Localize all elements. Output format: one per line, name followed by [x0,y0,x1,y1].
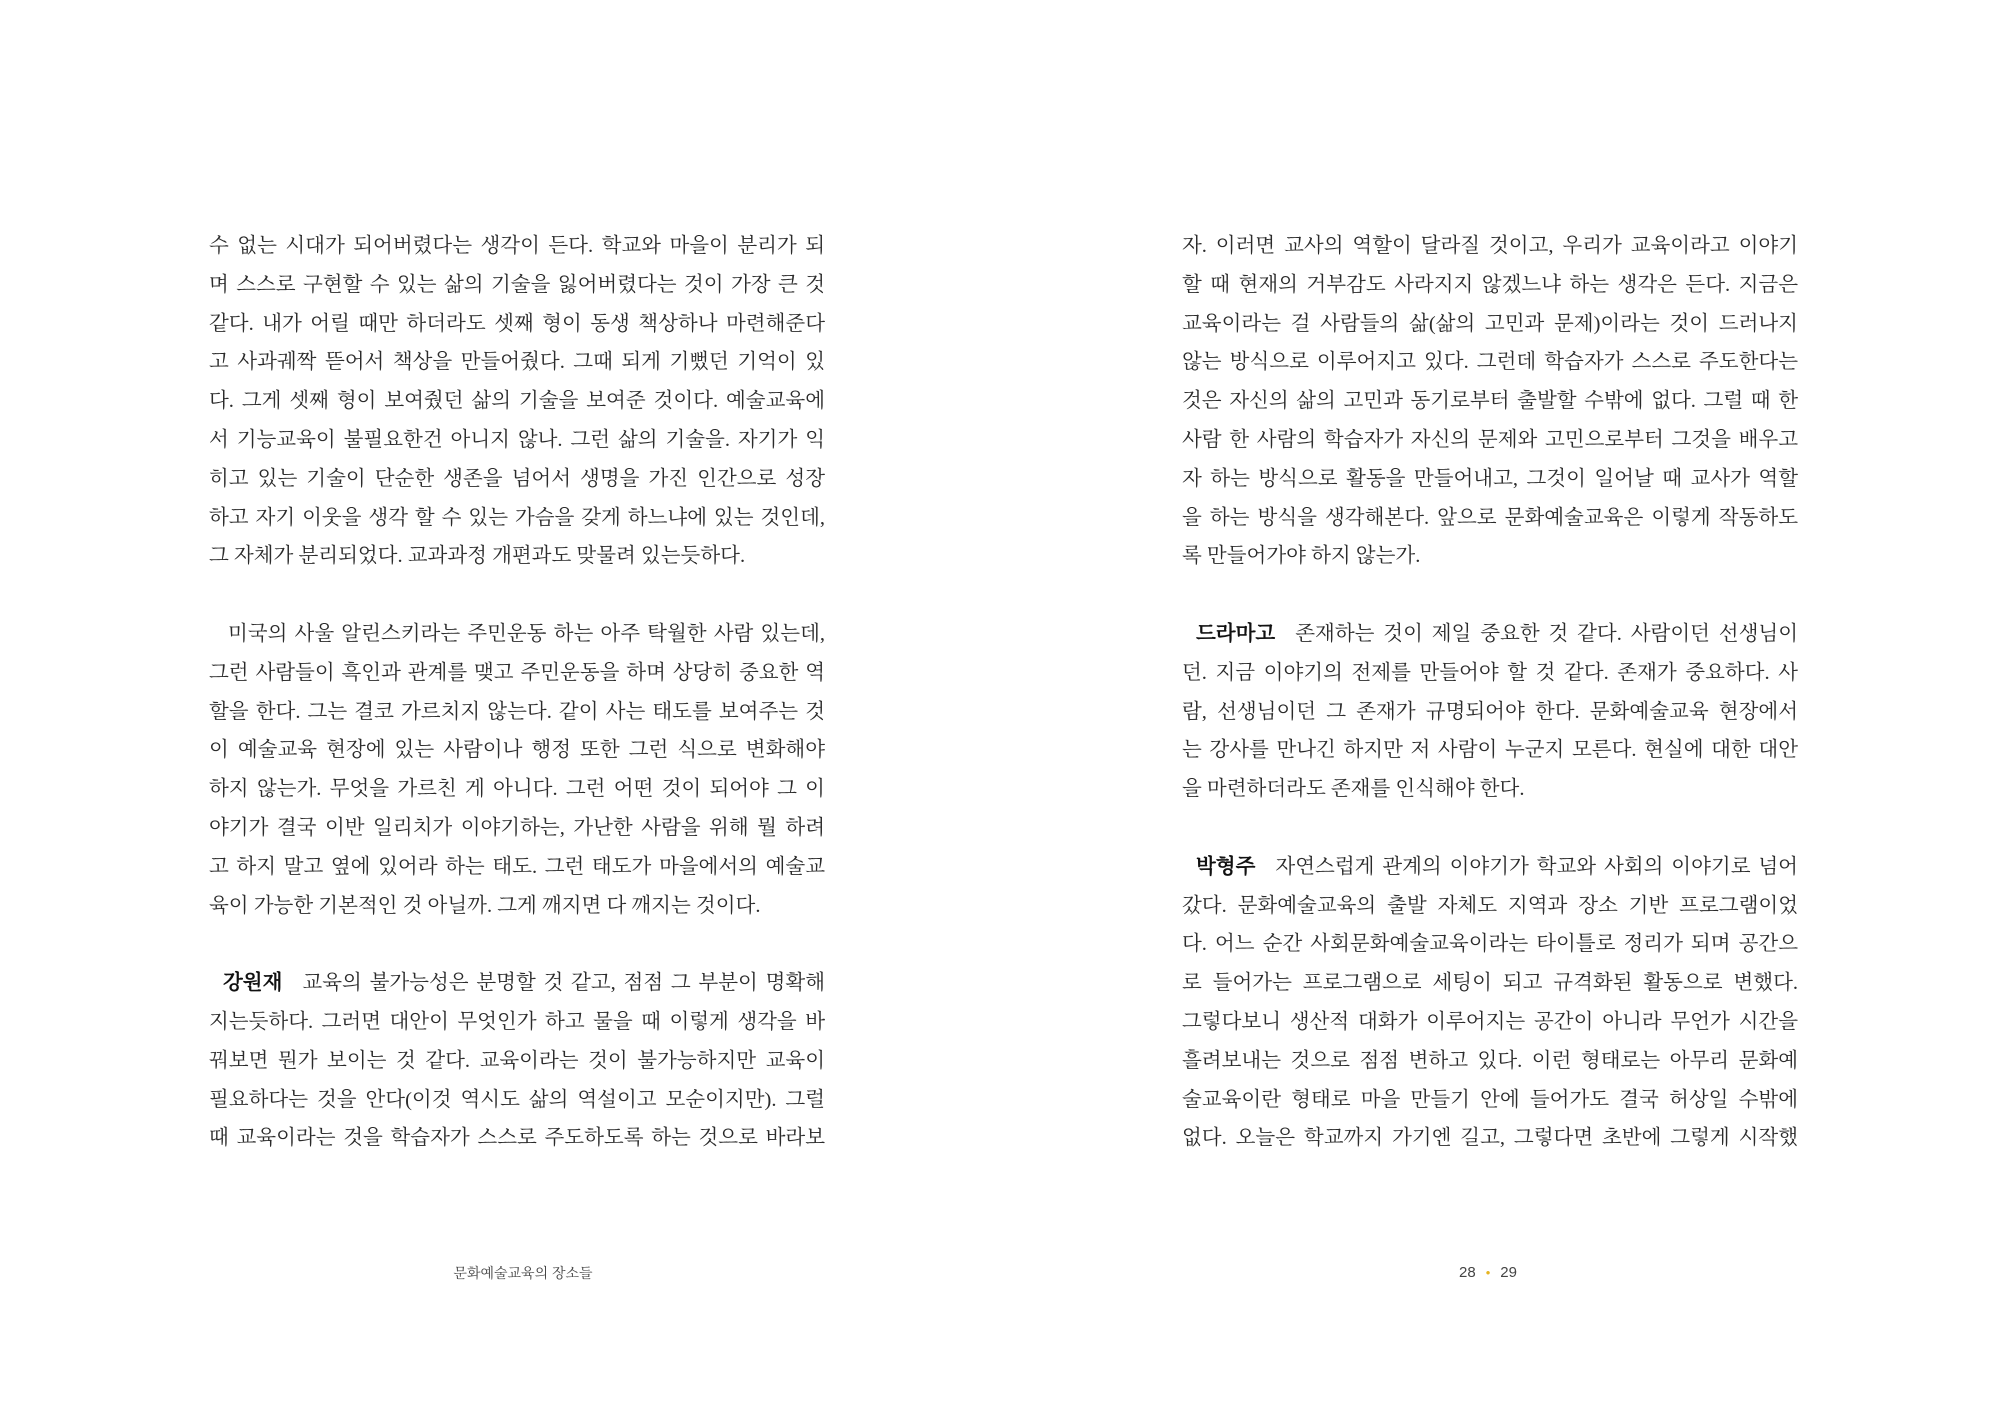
speaker-name: 강원재 [223,971,283,995]
text-line [209,266,825,305]
speaker-name: 드라마고 [1196,621,1276,645]
page-number-separator: • [1485,1265,1491,1280]
line-text: 할을 한다. 그는 결코 가르치지 않는다. 같이 사는 태도를 보여주는 것 [209,700,825,723]
text-line [209,770,825,809]
text-line [1182,848,1798,887]
line-text: 고 하지 말고 옆에 있어라 하는 태도. 그런 태도가 마을에서의 예술교 [209,855,825,878]
text-line [1182,693,1798,732]
line-text: 그 자체가 분리되었다. 교과과정 개편과도 맞물려 있는듯하다. [209,545,746,568]
line-text: 흘려보내는 것으로 점점 변하고 있다. 이런 형태로는 아무리 문화예 [1182,1049,1798,1072]
line-text: 할 때 현재의 거부감도 사라지지 않겠느냐 하는 생각은 든다. 지금은 [1182,273,1798,296]
line-text: 람, 선생님이던 그 존재가 규명되어야 한다. 문화예술교육 현장에서 [1182,700,1798,723]
text-line [1182,537,1798,576]
text-line [1182,964,1798,1003]
text-line [1182,1119,1798,1158]
line-text: 하지 않는가. 무엇을 가르친 게 아니다. 그런 어떤 것이 되어야 그 이 [209,778,825,801]
page-number-left: 28 [1459,1264,1476,1281]
text-line [1182,1003,1798,1042]
text-line [209,499,825,538]
text-line [1182,654,1798,693]
text-line [209,654,825,693]
line-text: 필요하다는 것을 안다(이것 역시도 삶의 역설이고 모순이지만). 그럴 [209,1088,825,1111]
line-text: 자 하는 방식으로 활동을 만들어내고, 그것이 일어날 때 교사가 역할 [1182,467,1798,490]
text-line [209,382,825,421]
text-line [1182,499,1798,538]
text-line [1182,770,1798,809]
line-text: 는 강사를 만나긴 하지만 저 사람이 누군지 모른다. 현실에 대한 대안 [1182,739,1798,762]
text-line [1182,925,1798,964]
line-text: 교육이라는 걸 사람들의 삶(삶의 고민과 문제)이라는 것이 드러나지 [1182,312,1798,335]
line-text: 다. 어느 순간 사회문화예술교육이라는 타이틀로 정리가 되며 공간으 [1182,933,1798,956]
left-body-column [209,227,825,1197]
paragraph [209,227,825,576]
line-text: 교육의 불가능성은 분명할 것 같고, 점점 그 부분이 명확해 [302,972,825,995]
line-text: 서 기능교육이 불필요한건 아니지 않나. 그런 삶의 기술을. 자기가 익 [209,428,825,451]
text-line [1182,887,1798,926]
line-text: 갔다. 문화예술교육의 출발 자체도 지역과 장소 기반 프로그램이었 [1182,894,1798,917]
line-text: 지는듯하다. 그러면 대안이 무엇인가 하고 물을 때 이렇게 생각을 바 [209,1010,825,1033]
line-text: 존재하는 것이 제일 중요한 것 같다. 사람이던 선생님이 [1295,622,1798,645]
line-text: 꿔보면 뭔가 보이는 것 같다. 교육이라는 것이 불가능하지만 교육이 [209,1049,825,1072]
text-line [1182,1042,1798,1081]
line-text: 히고 있는 기술이 단순한 생존을 넘어서 생명을 가진 인간으로 성장 [209,467,825,490]
line-text: 술교육이란 형태로 마을 만들기 안에 들어가도 결국 허상일 수밖에 [1182,1088,1798,1111]
right-body-column [1182,227,1798,1197]
text-line [209,460,825,499]
text-line [1182,421,1798,460]
line-text: 이 예술교육 현장에 있는 사람이나 행정 또한 그런 식으로 변화해야 [209,739,825,762]
text-line [209,537,825,576]
line-text: 것은 자신의 삶의 고민과 동기로부터 출발할 수밖에 없다. 그럴 때 한 [1182,390,1798,413]
line-text: 없다. 오늘은 학교까지 가기엔 길고, 그렇다면 초반에 그렇게 시작했 [1182,1127,1798,1150]
line-text: 그런 사람들이 흑인과 관계를 맺고 주민운동을 하며 상당히 중요한 역 [209,661,825,684]
line-text: 육이 가능한 기본적인 것 아닐까. 그게 깨지면 다 깨지는 것이다. [209,894,761,917]
speaker-remark [1182,615,1798,809]
text-line [209,848,825,887]
text-line [209,343,825,382]
speaker-remark [1182,848,1798,1158]
text-line [1182,382,1798,421]
line-text: 던. 지금 이야기의 전제를 만들어야 할 것 같다. 존재가 중요하다. 사 [1182,661,1798,684]
text-line [209,227,825,266]
line-text: 록 만들어가야 하지 않는가. [1182,545,1421,568]
speaker-name: 박형주 [1196,854,1256,878]
page-numbers [1368,1262,1608,1284]
line-text: 을 마련하더라도 존재를 인식해야 한다. [1182,778,1525,801]
line-text: 미국의 사울 알린스키라는 주민운동 하는 아주 탁월한 사람 있는데, [228,622,825,645]
line-text: 하고 자기 이웃을 생각 할 수 있는 가슴을 갖게 하느냐에 있는 것인데, [209,506,825,529]
running-title: 문화예술교육의 장소들 [453,1265,593,1281]
text-line [1182,305,1798,344]
line-text: 며 스스로 구현할 수 있는 삶의 기술을 잃어버렸다는 것이 가장 큰 것 [209,273,825,296]
text-line [209,887,825,926]
text-line [1182,227,1798,266]
line-text: 같다. 내가 어릴 때만 하더라도 셋째 형이 동생 책상하나 마련해준다 [209,312,825,335]
text-line [1182,460,1798,499]
text-line [1182,266,1798,305]
paragraph [1182,227,1798,576]
text-line [209,964,825,1003]
text-line [209,615,825,654]
text-line [209,1003,825,1042]
line-text: 자. 이러면 교사의 역할이 달라질 것이고, 우리가 교육이라고 이야기 [1182,235,1798,257]
line-text: 그렇다보니 생산적 대화가 이루어지는 공간이 아니라 무언가 시간을 [1182,1010,1798,1033]
line-text: 을 하는 방식을 생각해본다. 앞으로 문화예술교육은 이렇게 작동하도 [1182,506,1798,529]
text-line [1182,731,1798,770]
line-text: 야기가 결국 이반 일리치가 이야기하는, 가난한 사람을 위해 뭘 하려 [209,816,825,839]
text-line [209,305,825,344]
paragraph [209,615,825,925]
right-page [1000,0,2000,1413]
text-line [209,1042,825,1081]
text-line [1182,615,1798,654]
text-line [209,1081,825,1120]
text-line [209,421,825,460]
speaker-remark [209,964,825,1158]
page-number-right: 29 [1500,1264,1517,1281]
text-line [1182,1081,1798,1120]
line-text: 고 사과궤짝 뜯어서 책상을 만들어줬다. 그때 되게 기뻤던 기억이 있 [209,351,825,374]
text-line [1182,343,1798,382]
line-text: 수 없는 시대가 되어버렸다는 생각이 든다. 학교와 마을이 분리가 되 [209,235,825,257]
line-text: 않는 방식으로 이루어지고 있다. 그런데 학습자가 스스로 주도한다는 [1182,351,1798,374]
line-text: 로 들어가는 프로그램으로 세팅이 되고 규격화된 활동으로 변했다. [1182,972,1798,995]
line-text: 다. 그게 셋째 형이 보여줬던 삶의 기술을 보여준 것이다. 예술교육에 [209,390,825,413]
line-text: 자연스럽게 관계의 이야기가 학교와 사회의 이야기로 넘어 [1275,855,1798,878]
line-text: 때 교육이라는 것을 학습자가 스스로 주도하도록 하는 것으로 바라보 [209,1127,825,1150]
text-line [209,1119,825,1158]
text-line [209,731,825,770]
text-line [209,809,825,848]
text-line [209,693,825,732]
line-text: 사람 한 사람의 학습자가 자신의 문제와 고민으로부터 그것을 배우고 [1182,428,1798,451]
